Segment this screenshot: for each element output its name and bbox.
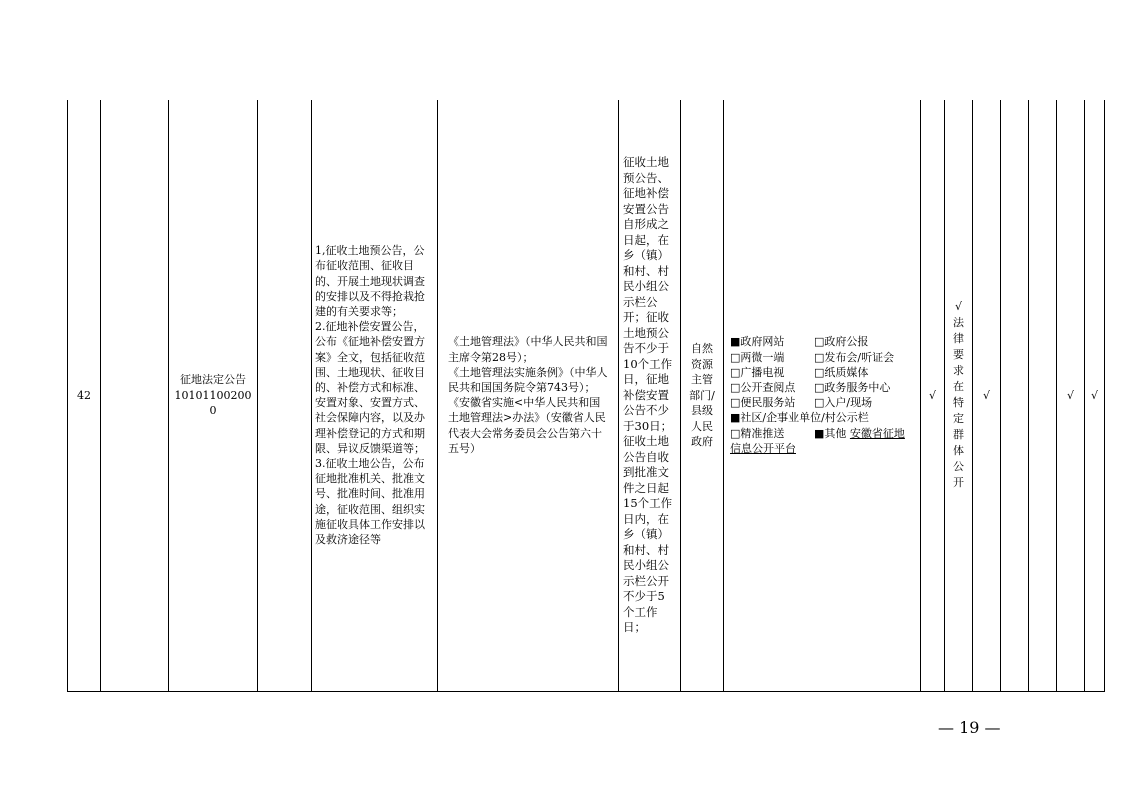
basis-item-3: 《安徽省实施<中华人民共和国土地管理法>办法》（安徽省人民代表大会常务委员会公告第六十五号） <box>448 396 606 455</box>
content-item-1: 1,征收土地预公告，公布征收范围、征收目的、开展土地现状调查的安排以及不得抢栽抢建的有关要求等； <box>315 244 425 319</box>
channel-onsite: □入户/现场 <box>814 396 873 410</box>
channel-broadcast: □广播电视 <box>730 365 785 379</box>
basis-item-1: 《土地管理法》（中华人民共和国主席令第28号）； <box>448 335 608 364</box>
channel-other: ■其他 <box>814 426 847 440</box>
county-cell: √ <box>1057 100 1085 691</box>
channel-precise-push: □精准推送 <box>730 426 785 440</box>
item-name: 征地法定公告 <box>180 373 246 387</box>
channel-wechat-weibo: □两微一端 <box>730 350 785 364</box>
content-cell <box>312 100 438 691</box>
channels-cell <box>724 100 921 691</box>
platform-name: 安徽省征地信息公开平台 <box>730 426 905 455</box>
time-limit-cell: 征收土地预公告、征地补偿安置公告自形成之日起，在乡（镇）和村、村民小组公示栏公开；征收土地预公告不少于10个工作日，征地补偿安置公告不少于30日；征收土地公告自收到批准文件之日起15个工作日内，在乡（镇）和村、村民小组公示栏公开不少于5个工作日； <box>619 100 681 691</box>
channel-reading-point: □公开查阅点 <box>730 381 796 395</box>
basis-cell <box>438 100 619 691</box>
channel-gov-gazette: □政府公报 <box>814 335 869 349</box>
obj-all-cell: √ <box>921 100 945 691</box>
page-number: — 19 — <box>938 718 1001 737</box>
empty-cell-2 <box>1029 100 1057 691</box>
channel-bulletin-board: ■社区/企事业单位/村公示栏 <box>730 411 869 425</box>
subject-cell: 自然资源主管部门/县级人民政府 <box>681 100 724 691</box>
channel-press-hearing: □发布会/听证会 <box>814 350 895 364</box>
seq-cell: 42 <box>68 100 101 691</box>
channel-service-station: □便民服务站 <box>730 396 796 410</box>
disclosure-table <box>67 100 1105 692</box>
channel-service-center: □政务服务中心 <box>814 381 891 395</box>
channel-gov-website: ■政府网站 <box>730 335 785 349</box>
content-item-2: 2.征地补偿安置公告，公布《征地补偿安置方案》全文，包括征收范围、土地现状、征收目的、补偿方式和标准、安置对象、安置方式、社会保障内容，以及办理补偿登记的方式和期限、异议反馈渠道等； <box>315 320 425 455</box>
content-item-3: 3.征收土地公告，公布征地批准机关、批准文号、批准时间、批准用途，征收范围、组织实施征收具体工作安排以及救济途径等 <box>315 457 425 547</box>
item-level1-cell <box>101 100 169 691</box>
item-code: 10101100200 0 <box>174 388 252 417</box>
obj-specific-cell: √法律要求在特定群体公开 <box>945 100 973 691</box>
empty-cell <box>258 100 312 691</box>
township-cell: √ <box>1085 100 1105 691</box>
on-request-cell <box>1001 100 1029 691</box>
item-name-cell <box>169 100 258 691</box>
table-row <box>68 100 1105 691</box>
channel-print-media: □纸质媒体 <box>814 365 869 379</box>
active-cell: √ <box>973 100 1001 691</box>
basis-item-2: 《土地管理法实施条例》（中华人民共和国国务院令第743号）； <box>448 365 608 395</box>
